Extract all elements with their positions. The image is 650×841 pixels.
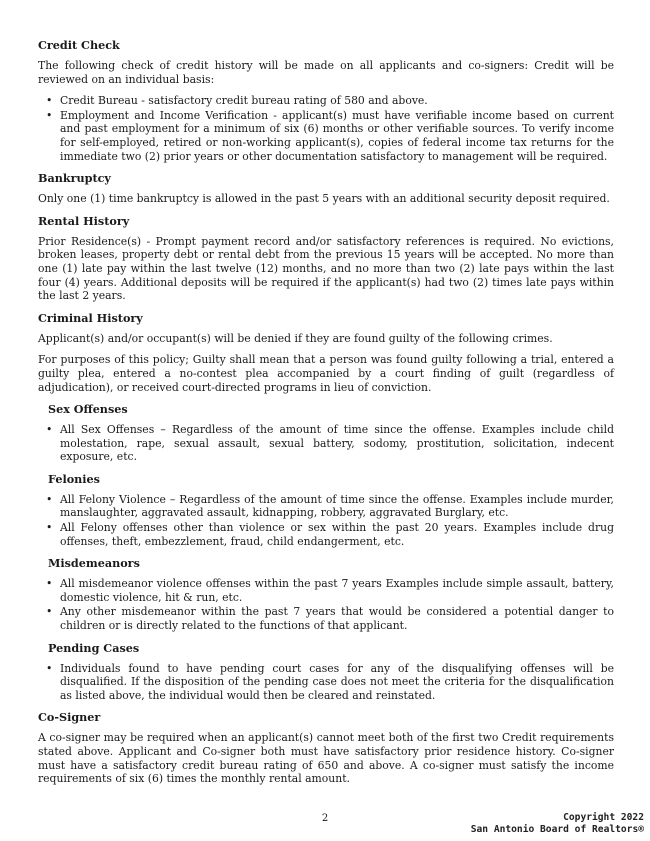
rental-history-heading: Rental History <box>38 213 130 228</box>
list-item: • All Felony Violence – Regardless of the amount of time since the offense. Examples include murder, manslaughter, aggravated assault, kidnapping, robbery, aggravated Burglary, etc. <box>46 492 614 520</box>
rental-history-text: Prior Residence(s) - Prompt payment record and/or satisfactory references is required. No evictions, broken leases, property debt or rental debt from the previous 15 years will be accepted. No more than one (1) late pay within the last twelve (12) months, and no more than two (2) late pays within the last four (4) years. Additional deposits will be required if the applicant(s) had two (2) times late pays within the last 2 years. <box>38 234 614 303</box>
page-number: 2 <box>321 813 329 824</box>
copyright-line-2: San Antonio Board of Realtors® <box>470 824 644 835</box>
misdemeanors-list <box>38 577 614 632</box>
bankruptcy-heading: Bankruptcy <box>38 171 111 186</box>
list-item: • Employment and Income Verification - applicant(s) must have verifiable income based on current and past employment for a minimum of six (6) months or other verifiable sources. To verify income for self-employed, retired or non-working applicant(s), copies of federal income tax returns for the immediate two (2) prior years or other documentation satisfactory to management will be required. <box>46 108 614 163</box>
felonies-heading: Felonies <box>48 471 100 486</box>
credit-check-list <box>38 94 614 163</box>
misdemeanors-heading: Misdemeanors <box>48 556 140 571</box>
list-item: • Any other misdemeanor within the past 7 years that would be considered a potential danger to children or is directly related to the functions of that applicant. <box>46 605 614 633</box>
co-signer-text: A co-signer may be required when an applicant(s) cannot meet both of the first two Credit requirements stated above. Applicant and Co-signer both must have satisfactory prior residence history. Co-signer must have a satisfactory credit bureau rating of 650 and above. A co-signer must satisfy the income requirements of six (6) times the monthly rental amount. <box>38 731 614 786</box>
co-signer-heading: Co-Signer <box>38 710 101 725</box>
bankruptcy-text: Only one (1) time bankruptcy is allowed in the past 5 years with an additional security deposit required. <box>38 192 610 206</box>
criminal-history-text-2: For purposes of this policy; Guilty shall mean that a person was found guilty following a trial, entered a guilty plea, entered a no-contest plea accompanied by a court finding of guilt (regardless of adjudication), or received court-directed programs in lieu of conviction. <box>38 353 614 394</box>
copyright-notice <box>471 812 644 836</box>
pending-cases-list <box>38 662 614 703</box>
criminal-history-text-1: Applicant(s) and/or occupant(s) will be denied if they are found guilty of the following crimes. <box>38 331 553 345</box>
felonies-list <box>38 493 614 548</box>
credit-check-intro: The following check of credit history will be made on all applicants and co-signers: Credit will be reviewed on an individual basis: <box>38 59 614 86</box>
criminal-history-heading: Criminal History <box>38 310 143 325</box>
list-item: • All misdemeanor violence offenses within the past 7 years Examples include simple assault, battery, domestic violence, hit & run, etc. <box>46 577 614 604</box>
list-item: • All Sex Offenses – Regardless of the amount of time since the offense. Examples include child molestation, rape, sexual assault, sexual battery, sodomy, prostitution, solicitation, indecent exposure, etc. <box>46 423 614 464</box>
list-item: • All Felony offenses other than violence or sex within the past 20 years. Examples include drug offenses, theft, embezzlement, fraud, child endangerment, etc. <box>46 521 614 548</box>
sex-offenses-heading: Sex Offenses <box>48 402 128 417</box>
pending-cases-heading: Pending Cases <box>48 640 140 655</box>
list-item: • Credit Bureau - satisfactory credit bureau rating of 580 and above. <box>46 94 428 108</box>
sex-offenses-list <box>38 423 614 464</box>
credit-check-heading: Credit Check <box>38 38 120 52</box>
copyright-line-1: Copyright 2022 <box>563 812 644 823</box>
document-page <box>38 38 614 794</box>
list-item: • Individuals found to have pending court cases for any of the disqualifying offenses will be disqualified. If the disposition of the pending case does not meet the criteria for the disqualification as listed above, the individual would then be cleared and reinstated. <box>46 661 614 702</box>
